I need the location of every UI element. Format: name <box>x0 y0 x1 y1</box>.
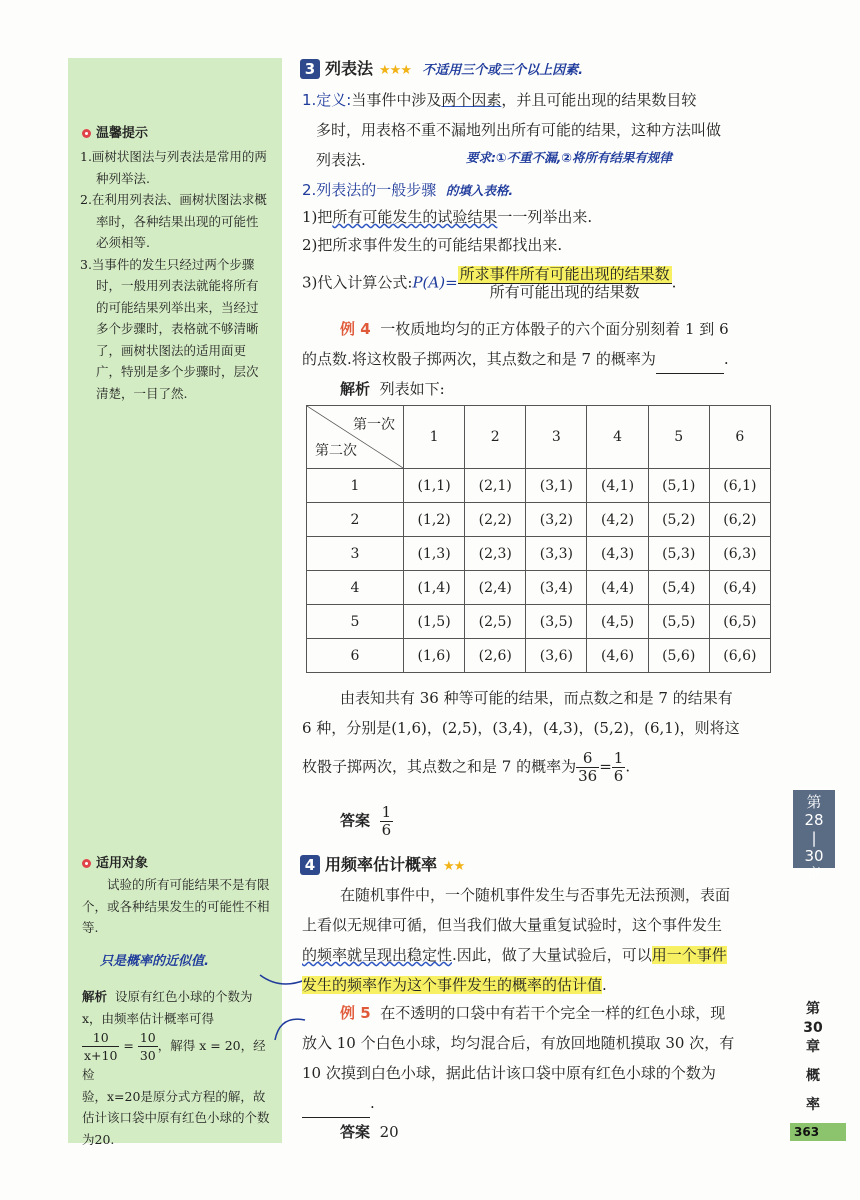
chapter-label: 第 30 章 概 率 <box>803 1001 823 1113</box>
tips-heading: 温馨提示 <box>82 122 148 141</box>
bullet-icon <box>82 859 91 868</box>
equation-fraction: $\frac{10}{30}$ <box>139 1030 156 1063</box>
table-row: 5 (1,5) (2,5) (3,5) (4,5) (5,5) (6,5) <box>307 605 771 639</box>
example4-conclusion: 由表知共有 36 种等可能的结果，而点数之和是 7 的结果有 6 种，分别是(1,6)，(2,5)，(3,4)，(4,3)，(5,2)，(6,1)，则将这 <box>302 689 740 737</box>
table-header: 4 <box>587 406 648 469</box>
answer-blank <box>302 1101 370 1118</box>
table-row: 3 (1,3) (2,3) (3,3) (4,3) (5,3) (6,3) <box>307 537 771 571</box>
table-row: 1 (1,1) (2,1) (3,1) (4,1) (5,1) (6,1) <box>307 469 771 503</box>
table-header: 2 <box>465 406 526 469</box>
table-header: 3 <box>526 406 587 469</box>
answer-blank <box>656 357 724 374</box>
star-rating-icon: ★★ <box>443 859 465 874</box>
probability-formula: $\frac{\text{所求事件所有可能出现的结果数}}{\text{所有可能出现的结果数}}$ <box>459 265 670 301</box>
analysis-label: 解析 <box>82 989 108 1004</box>
handwritten-note: 不适用三个或三个以上因素. <box>422 63 584 78</box>
steps-heading: 2.列表法的一般步骤 的填入表格. <box>302 181 514 199</box>
star-rating-icon: ★★★ <box>379 63 411 78</box>
handwritten-requirement: 要求:①不重不漏,②将所有结果有规律 <box>466 150 672 165</box>
step-2: 2)把所求事件发生的可能结果都找出来. <box>302 236 563 254</box>
table-row: 2 (1,2) (2,2) (3,2) (4,2) (5,2) (6,2) <box>307 503 771 537</box>
section3-heading: 3 列表法 ★★★ 不适用三个或三个以上因素. <box>300 56 583 79</box>
table-header: 1 <box>404 406 465 469</box>
step-3: 3)代入计算公式:P(A)= $\frac{\text{所求事件所有可能出现的结果数}}{\text{所有可能出现的结果数}}$ . <box>302 265 677 301</box>
annotation-arrows <box>250 955 310 1045</box>
section4-heading: 4 用频率估计概率 ★★ <box>300 852 464 875</box>
tip-item: 3.当事件的发生只经过两个步骤时，一般用列表法就能将所有的可能结果列举出来，当经过多个步骤时，表格就不够清晰了，画树状图法的适用面更广，特别是多个步骤时，层次清楚，一目了然. <box>80 256 259 401</box>
step-1: 1)把所有可能发生的试验结果一一列举出来. <box>302 208 593 226</box>
page-number: 363 <box>790 1123 846 1141</box>
table-corner-cell: 第一次 第二次 <box>307 406 404 469</box>
bullet-icon <box>82 129 91 138</box>
example4-probability: 枚骰子掷两次，其点数之和是 7 的概率为 $\frac{6}{36}$ = $\frac{1}{6}$ . <box>302 749 631 785</box>
table-header: 6 <box>709 406 770 469</box>
dice-outcome-table <box>306 405 771 673</box>
example4-question: 例 4 一枚质地均匀的正方体骰子的六个面分别刻着 1 到 6 的点数.将这枚骰子掷两次，其点数之和是 7 的概率为 . <box>302 314 782 374</box>
table-row: 4 (1,4) (2,4) (3,4) (4,4) (5,4) (6,4) <box>307 571 771 605</box>
table-header: 5 <box>648 406 709 469</box>
example4-answer: 答案 $\frac{1}{6}$ <box>340 803 392 839</box>
tip-item: 2.在利用列表法、画树状图法求概率时，各种结果出现的可能性必须相等. <box>80 192 267 250</box>
table-header-row <box>307 406 771 469</box>
equation-fraction: $\frac{10}{x+10}$ <box>84 1030 118 1063</box>
example5-question: 例 5 在不透明的口袋中有若干个完全一样的红色小球，现 放入 10 个白色小球，均匀混合后，有放回地随机摸取 30 次，有 10 次摸到白色小球，据此估计该口袋中原有红色小球的个数为 . <box>302 998 782 1118</box>
chapter-range-tab[interactable]: 第 28 | 30 章 <box>793 790 835 868</box>
section4-paragraph: 在随机事件中，一个随机事件发生与否事先无法预测，表面 上看似无规律可循，但当我们做大量重复试验时，这个事件发生 的频率就呈现出稳定性.因此，做了大量试验后，可以用一个事件 发生的频率作为这个事件发生的概率的估计值. <box>302 886 731 994</box>
example4-analysis: 解析 列表如下: <box>340 380 445 398</box>
handwritten-note-approx: 只是概率的近似值. <box>100 954 209 969</box>
example5-analysis: 解析 设原有红色小球的个数为x，由频率估计概率可得 $\frac{10}{x+10}$ = $\frac{10}{30}$ ，解得 x = 20，经检 验，x=20是原分式方程的解，故估计该口袋中原有红色小球的个数为20. <box>82 989 270 1147</box>
example5-answer: 答案 20 <box>340 1123 399 1141</box>
table-row: 6 (1,6) (2,6) (3,6) (4,6) (5,6) (6,6) <box>307 639 771 673</box>
tip-item: 1.画树状图法与列表法是常用的两种列举法. <box>80 149 267 186</box>
tips-list <box>80 146 270 404</box>
scope-text: 试验的所有可能结果不是有限个，或各种结果发生的可能性不相等. <box>82 877 270 935</box>
scope-heading: 适用对象 <box>82 852 148 871</box>
definition: 1.定义:当事件中涉及两个因素，并且可能出现的结果数目较 多时，用表格不重不漏地列出所有可能的结果，这种方法叫做 列表法. <box>302 91 722 169</box>
